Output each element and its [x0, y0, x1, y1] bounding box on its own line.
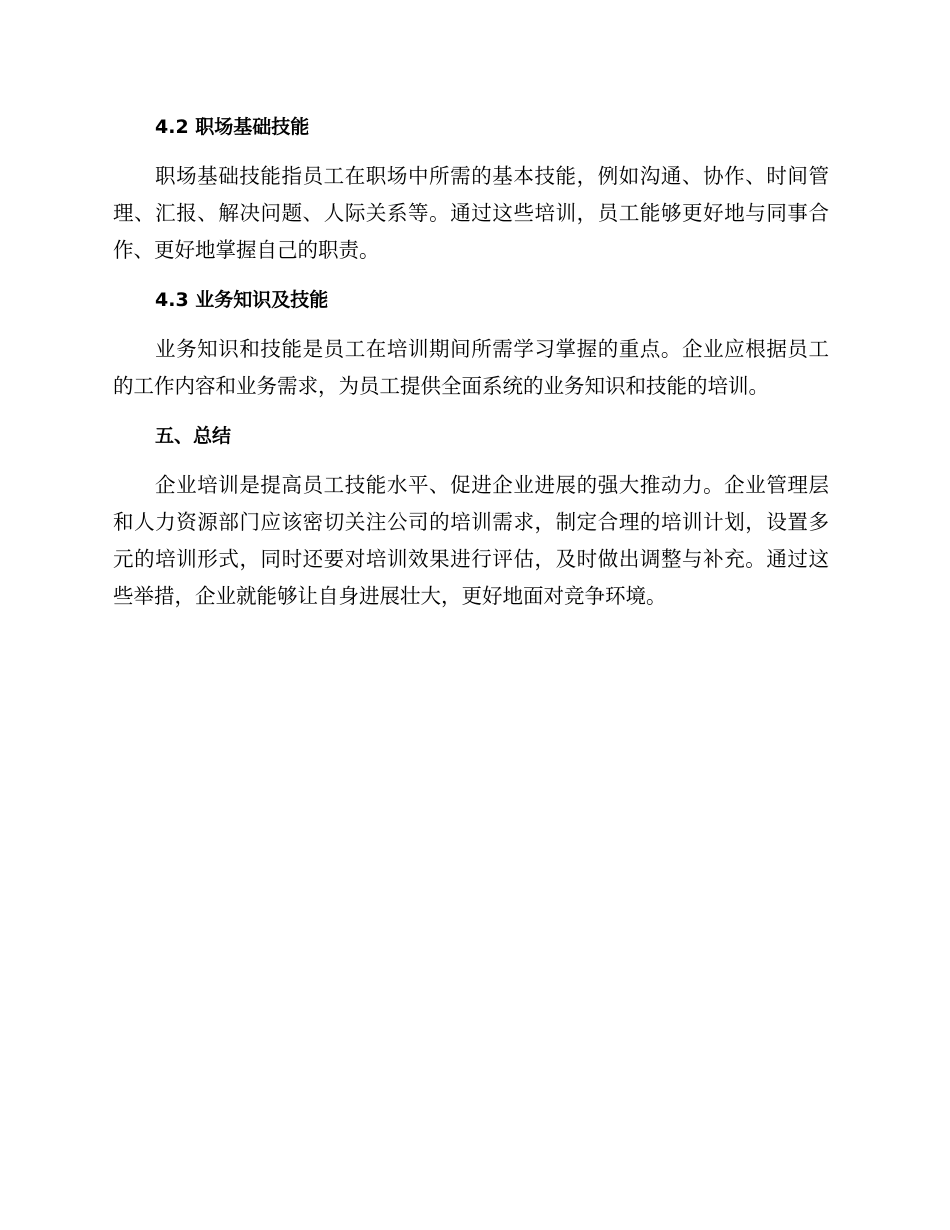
section-paragraph-summary: 企业培训是提高员工技能水平、促进企业进展的强大推动力。企业管理层和人力资源部门应该密切关注公司的培训需求，制定合理的培训计划，设置多元的培训形式，同时还要对培训效果进行评估，及时做出调整与补充。通过这些举措，企业就能够让自身进展壮大，更好地面对竞争环境。	[113, 473, 829, 608]
section-paragraph-4-2: 职场基础技能指员工在职场中所需的基本技能，例如沟通、协作、时间管理、汇报、解决问题、人际关系等。通过这些培训，员工能够更好地与同事合作、更好地掌握自己的职责。	[113, 164, 829, 262]
section-heading-4-2: 4.2 职场基础技能	[155, 116, 310, 138]
section-paragraph-4-3: 业务知识和技能是员工在培训期间所需学习掌握的重点。企业应根据员工的工作内容和业务需求，为员工提供全面系统的业务知识和技能的培训。	[113, 337, 829, 398]
section-heading-summary: 五、总结	[155, 425, 232, 447]
document-body	[113, 110, 829, 615]
section-heading-4-3: 4.3 业务知识及技能	[155, 289, 329, 311]
